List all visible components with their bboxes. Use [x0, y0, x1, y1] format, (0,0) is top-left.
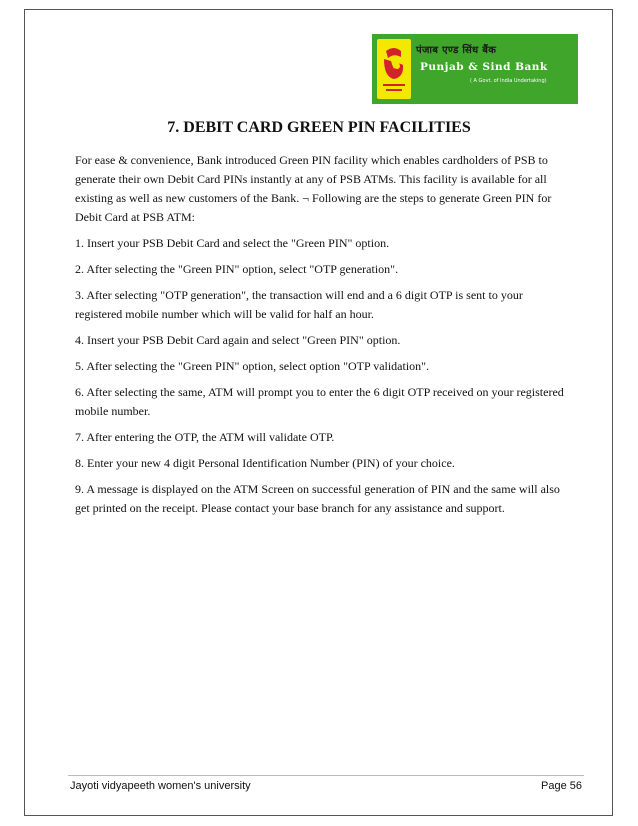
- step-item: 2. After selecting the "Green PIN" option, select "OTP generation".: [75, 262, 399, 276]
- footer-page-number: Page 56: [541, 780, 582, 792]
- logo-tagline: ( A Govt. of India Undertaking): [470, 78, 547, 84]
- bank-logo: [372, 34, 578, 104]
- step-item: 6. After selecting the same, ATM will prompt you to enter the 6 digit OTP received on your registered mobile number.: [75, 385, 564, 418]
- step-item: 4. Insert your PSB Debit Card again and select "Green PIN" option.: [75, 333, 401, 347]
- step-item: 3. After selecting "OTP generation", the transaction will end and a 6 digit OTP is sent to your registered mobile number which will be valid for half an hour.: [75, 288, 523, 321]
- bank-emblem-icon: [377, 39, 411, 99]
- step-item: 7. After entering the OTP, the ATM will validate OTP.: [75, 430, 335, 444]
- footer-divider: [68, 775, 584, 776]
- step-item: 8. Enter your new 4 digit Personal Identification Number (PIN) of your choice.: [75, 456, 455, 470]
- logo-bank-name: Punjab & Sind Bank: [420, 61, 548, 73]
- footer-university: Jayoti vidyapeeth women's university: [70, 780, 251, 792]
- step-item: 9. A message is displayed on the ATM Screen on successful generation of PIN and the same will also get printed on the receipt. Please contact your base branch for any assistance and support.: [75, 482, 560, 515]
- content-body: [75, 151, 573, 525]
- intro-paragraph: For ease & convenience, Bank introduced Green PIN facility which enables cardholders of PSB to generate their own Debit Card PINs instantly at any of PSB ATMs. This facility is available for all existing as well as new customers of the Bank. ¬ Following are the steps to generate Green PIN for Debit Card at PSB ATM:: [75, 153, 552, 224]
- section-title: 7. DEBIT CARD GREEN PIN FACILITIES: [167, 119, 471, 136]
- step-item: 5. After selecting the "Green PIN" option, select option "OTP validation".: [75, 359, 430, 373]
- logo-hindi-text: पंजाब एण्ड सिंध बैंक: [416, 45, 497, 56]
- step-item: 1. Insert your PSB Debit Card and select the "Green PIN" option.: [75, 236, 390, 250]
